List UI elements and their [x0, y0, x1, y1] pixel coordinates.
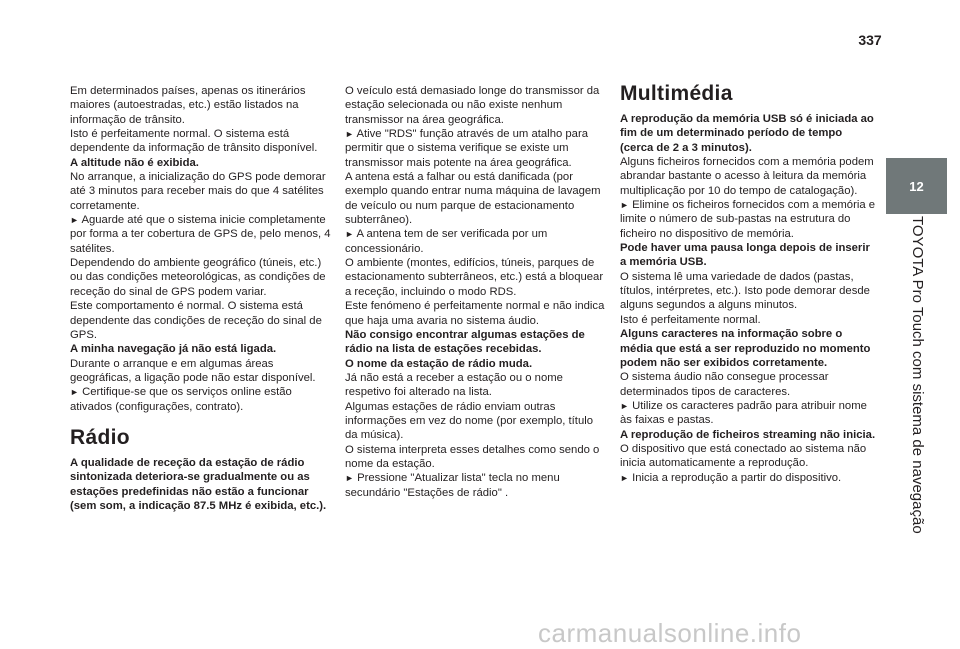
question-heading: A qualidade de receção da estação de rádio sintonizada deteriora-se gradualmente ou as estações predefinidas não estão a funcionar (sem som, a indicação 87.5 MHz é exibida, etc.).	[70, 456, 327, 512]
action-item	[620, 399, 878, 428]
action-text: Aguarde até que o sistema inicie completamente por forma a ter cobertura de GPS de, pelo menos, 4 satélites.	[70, 214, 331, 255]
paragraph: No arranque, a inicialização do GPS pode demorar até 3 minutos para receber mais do que 4 satélites corretamente.	[70, 171, 326, 212]
arrow-bullet-icon: ►	[620, 472, 629, 483]
question-heading: A reprodução da memória USB só é iniciada ao fim de um determinado período de tempo (cerca de 2 a 3 minutos).	[620, 113, 874, 154]
question-heading: A reprodução de ficheiros streaming não inicia.	[620, 428, 876, 441]
paragraph: Este fenómeno é perfeitamente normal e não indica que haja uma avaria no sistema áudio.	[345, 300, 605, 327]
paragraph: Em determinados países, apenas os itinerários maiores (autoestradas, etc.) estão listados na informação de trânsito.	[70, 85, 306, 126]
action-item	[620, 198, 878, 241]
paragraph: A antena está a falhar ou está danificada (por exemplo quando entrar numa máquina de lavagem de veículo ou num parque de estacionamento subterrâneo).	[345, 171, 601, 227]
section-heading-radio: Rádio	[70, 425, 130, 449]
question-heading: O nome da estação de rádio muda.	[345, 357, 533, 370]
question-heading: Não consigo encontrar algumas estações de rádio na lista de estações recebidas.	[345, 328, 585, 356]
paragraph: Isto é perfeitamente normal.	[620, 313, 761, 326]
paragraph: O sistema áudio não consegue processar determinados tipos de caracteres.	[620, 371, 829, 398]
arrow-bullet-icon: ►	[70, 387, 79, 398]
paragraph: Alguns ficheiros fornecidos com a memória podem abrandar bastante o acesso à leitura da memória multiplicação por 10 do tempo de catalogação).	[620, 156, 874, 197]
arrow-bullet-icon: ►	[345, 129, 354, 140]
action-item	[620, 471, 878, 485]
paragraph: O sistema lê uma variedade de dados (pastas, títulos, intérpretes, etc.). Isto pode demorar desde alguns segundos a alguns minutos.	[620, 270, 870, 312]
chapter-title: TOYOTA Pro Touch com sistema de navegação	[909, 216, 926, 534]
paragraph: Algumas estações de rádio enviam outras informações em vez do nome (por exemplo, título da música).	[345, 400, 594, 442]
watermark: carmanualsonline.info	[538, 618, 802, 648]
paragraph: Durante o arranque e em algumas áreas geográficas, a ligação pode não estar disponível.	[70, 357, 316, 384]
action-text: Certifique-se que os serviços online estão ativados (configurações, contrato).	[70, 386, 292, 413]
paragraph: Este comportamento é normal. O sistema está dependente das condições de receção do sinal de GPS.	[70, 300, 322, 341]
paragraph: O veículo está demasiado longe do transmissor da estação selecionada ou não existe nenhum transmissor na área geográfica.	[345, 85, 600, 126]
action-text: Utilize os caracteres padrão para atribuir nome às faixas e pastas.	[620, 399, 867, 427]
paragraph: Já não está a receber a estação ou o nome respetivo foi alterado na lista.	[345, 371, 563, 399]
chapter-number: 12	[909, 178, 924, 194]
arrow-bullet-icon: ►	[620, 200, 629, 211]
paragraph: Isto é perfeitamente normal. O sistema está dependente da informação de trânsito disponível.	[70, 128, 318, 155]
section-heading-multimedia: Multimédia	[620, 82, 733, 105]
paragraph: O ambiente (montes, edifícios, túneis, parques de estacionamento subterrâneos, etc.) está a bloquear a receção, incluindo o modo RDS.	[345, 257, 604, 298]
action-text: Pressione "Atualizar lista" tecla no menu secundário "Estações de rádio" .	[345, 472, 560, 499]
action-item	[345, 127, 607, 170]
column-1	[70, 84, 332, 513]
action-item	[70, 385, 332, 414]
question-heading: Alguns caracteres na informação sobre o média que está a ser reproduzido no momento podem não ser exibidos corretamente.	[620, 328, 871, 369]
action-item	[70, 213, 332, 256]
chapter-tab	[886, 158, 947, 214]
action-item	[345, 471, 607, 500]
question-heading: Pode haver uma pausa longa depois de inserir a memória USB.	[620, 242, 870, 269]
action-text: Inicia a reprodução a partir do dispositivo.	[632, 471, 842, 484]
arrow-bullet-icon: ►	[620, 400, 629, 411]
action-text: Elimine os ficheiros fornecidos com a memória e limite o número de sub-pastas na estrutura do ficheiro no dispositivo de memória.	[620, 199, 876, 240]
column-3	[620, 84, 878, 485]
question-heading: A altitude não é exibida.	[70, 156, 199, 169]
action-text: Ative "RDS" função através de um atalho para permitir que o sistema verifique se existe um transmissor mais potente na área geográfica.	[345, 128, 589, 169]
paragraph: Dependendo do ambiente geográfico (túneis, etc.) ou das condições meteorológicas, as condições de receção do sinal de GPS podem variar.	[70, 257, 326, 298]
page-number: 337	[858, 32, 882, 48]
question-heading: A minha navegação já não está ligada.	[70, 343, 277, 356]
paragraph: O sistema interpreta esses detalhes como sendo o nome da estação.	[345, 443, 600, 470]
column-2	[345, 84, 607, 500]
action-item	[345, 227, 607, 256]
arrow-bullet-icon: ►	[345, 473, 354, 484]
arrow-bullet-icon: ►	[345, 229, 354, 240]
paragraph: O dispositivo que está conectado ao sistema não inicia automaticamente a reprodução.	[620, 442, 867, 470]
action-text: A antena tem de ser verificada por um concessionário.	[345, 228, 548, 255]
arrow-bullet-icon: ►	[70, 215, 79, 226]
